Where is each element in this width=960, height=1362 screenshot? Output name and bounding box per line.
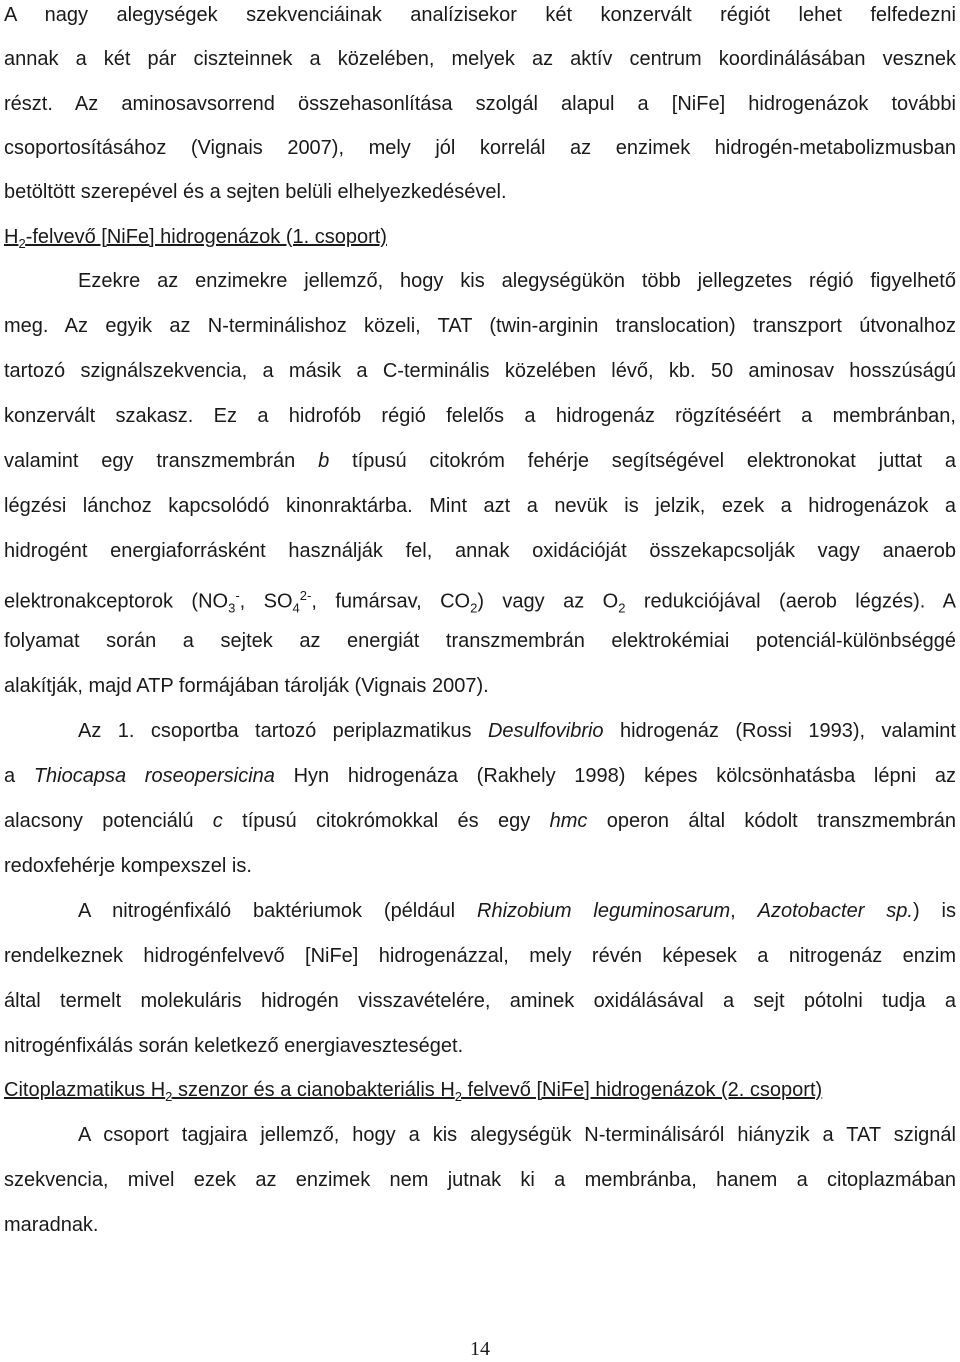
text-line: hidrogént energiaforrásként használják fel, annak oxidációját összekapcsolják vagy anaerob <box>4 540 956 562</box>
page-number: 14 <box>470 1338 490 1360</box>
text-line: Ezekre az enzimekre jellemző, hogy kis alegységükön több jellegzetes régió figyelhető <box>78 270 956 292</box>
text-line: által termelt molekuláris hidrogén visszavételére, aminek oxidálásával a sejt pótolni tudja a <box>4 990 956 1012</box>
text-line: maradnak. <box>4 1214 99 1236</box>
text-line: betöltött szerepével és a sejten belüli elhelyezkedésével. <box>4 181 507 203</box>
text-line: meg. Az egyik az N-terminálishoz közeli, TAT (twin-arginin translocation) transzport útvonalhoz <box>4 315 956 337</box>
text-line: szekvencia, mivel ezek az enzimek nem jutnak ki a membránba, hanem a citoplazmában <box>4 1169 956 1191</box>
text-line: elektronakceptorok ($NO_3^-$, $SO_4^{2-}$, fumársav, $CO_2$) vagy az $O_2$ redukciójával (aerob légzés). A <box>4 588 956 616</box>
section-heading-group2: Citoplazmatikus $H_2$ szenzor és a cianobakteriális $H_2$ felvevő [NiFe] hidrogenázok (2. csoport) <box>4 1079 823 1104</box>
text-line: nitrogénfixálás során keletkező energiaveszteséget. <box>4 1035 464 1057</box>
text-line: légzési lánchoz kapcsolódó kinonraktárba. Mint azt a nevük is jelzik, ezek a hidrogenázok a <box>4 495 956 517</box>
text-line: Az 1. csoportba tartozó periplazmatikus Desulfovibrio hidrogenáz (Rossi 1993), valamint <box>78 720 956 742</box>
text-line: alakítják, majd ATP formájában tárolják (Vignais 2007). <box>4 675 489 697</box>
text-line: A nagy alegységek szekvenciáinak analízisekor két konzervált régiót lehet felfedezni <box>4 4 956 26</box>
text-line: részt. Az aminosavsorrend összehasonlítása szolgál alapul a [NiFe] hidrogenázok további <box>4 93 956 115</box>
text-line: annak a két pár ciszteinnek a közelében, melyek az aktív centrum koordinálásában vesznek <box>4 48 956 70</box>
text-line: alacsony potenciálú c típusú citokrómokkal és egy hmc operon által kódolt transzmembrán <box>4 810 957 832</box>
text-line: a Thiocapsa roseopersicina Hyn hidrogenáza (Rakhely 1998) képes kölcsönhatásba lépni az <box>4 765 956 787</box>
text-line: rendelkeznek hidrogénfelvevő [NiFe] hidrogenázzal, mely révén képesek a nitrogenáz enzim <box>4 945 956 967</box>
text-line: valamint egy transzmembrán b típusú citokróm fehérje segítségével elektronokat juttat a <box>4 450 956 472</box>
text-line: redoxfehérje kompexszel is. <box>4 855 252 877</box>
text-line: konzervált szakasz. Ez a hidrofób régió felelős a hidrogenáz rögzítéséért a membránban, <box>4 405 956 427</box>
text-line: folyamat során a sejtek az energiát transzmembrán elektrokémiai potenciál-különbséggé <box>4 630 956 652</box>
section-heading-group1: $H_2$-felvevő [NiFe] hidrogenázok (1. csoport) <box>4 226 387 251</box>
text-line: A nitrogénfixáló baktériumok (például Rhizobium leguminosarum, Azotobacter sp.) is <box>78 900 956 922</box>
text-line: csoportosításához (Vignais 2007), mely jól korrelál az enzimek hidrogén-metabolizmusban <box>4 137 956 159</box>
text-line: tartozó szignálszekvencia, a másik a C-terminális közelében lévő, kb. 50 aminosav hosszúságú <box>4 360 956 382</box>
text-line: A csoport tagjaira jellemző, hogy a kis alegységük N-terminálisáról hiányzik a TAT szignál <box>78 1124 956 1146</box>
